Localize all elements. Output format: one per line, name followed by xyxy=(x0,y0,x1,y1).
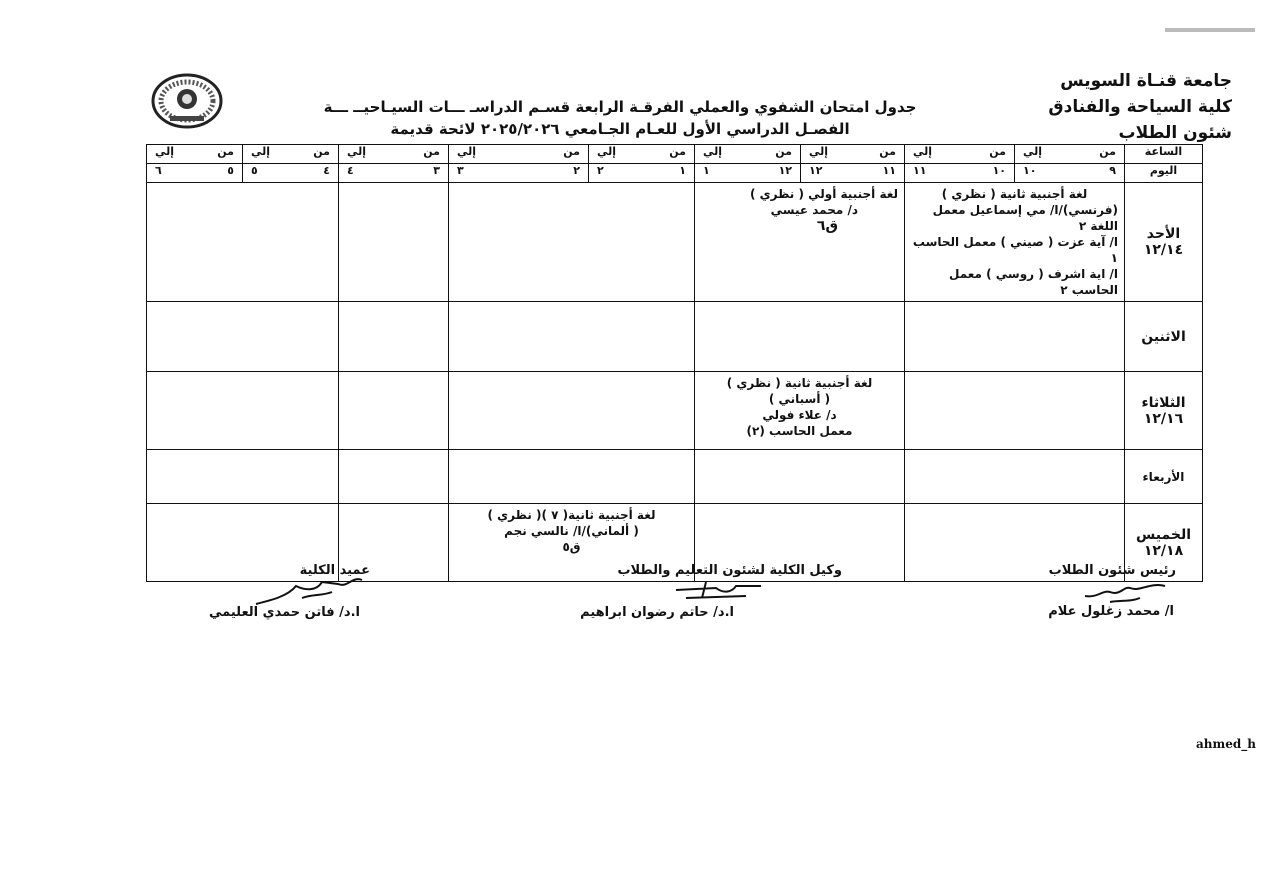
exam-entry: لغة أجنبية ثانية ( نظري ) ( أسباني ) د/ علاء فولي معمل الحاسب (٢) xyxy=(726,376,873,438)
header-row-from-to xyxy=(147,145,1203,164)
slot-hours: ١٠ ١١ xyxy=(905,164,1015,183)
day-cell: الأحد ١٢/١٤ xyxy=(1125,183,1203,302)
exam-cell xyxy=(905,183,1125,302)
slot-header: من إلي xyxy=(339,145,449,164)
title-line-2: الفصـل الدراسي الأول للعـام الجـامعي ٢٠٢٥/٢٠٢٦ لائحة قديمة xyxy=(390,120,850,138)
university-name: جامعة قنـاة السويس xyxy=(1060,71,1232,91)
exam-entry: لغة أجنبية ثانية ( نظري ) (فرنسي)/ا/ مي إسماعيل معمل اللغة ٢ ا/ آية عزت ( صيني ) معمل الحاسب ١ ا/ اية اشرف ( روسي ) معمل الحاسب ٢ xyxy=(912,187,1118,297)
day-row-monday xyxy=(147,302,1203,372)
slot-header: من إلي xyxy=(589,145,695,164)
slot-header: من إلي xyxy=(801,145,905,164)
day-cell: الخميس ١٢/١٨ xyxy=(1125,504,1203,582)
empty-cell xyxy=(449,372,695,450)
empty-cell xyxy=(339,450,449,504)
vice-dean-role: وكيل الكلية لشئون التعليم والطلاب xyxy=(617,563,842,578)
signature-left-icon xyxy=(252,572,372,608)
empty-cell xyxy=(695,450,905,504)
document-title xyxy=(300,96,940,140)
day-row-wednesday xyxy=(147,450,1203,504)
student-affairs-name: ا/ محمد زغلول علام xyxy=(1048,604,1174,619)
slot-header: من إلي xyxy=(695,145,801,164)
dean-role: عميد الكلية xyxy=(299,563,370,578)
empty-cell xyxy=(147,372,339,450)
slot-hours: ١ ٢ xyxy=(589,164,695,183)
empty-cell xyxy=(339,183,449,302)
empty-cell xyxy=(449,450,695,504)
institution-block xyxy=(1048,68,1232,146)
slot-hours: ٣ ٤ xyxy=(339,164,449,183)
empty-cell xyxy=(339,302,449,372)
empty-cell xyxy=(147,450,339,504)
slot-hours: ٥ ٦ xyxy=(147,164,243,183)
day-cell: الأربعاء xyxy=(1125,450,1203,504)
slot-header: من إلي xyxy=(147,145,243,164)
header-row-hours xyxy=(147,164,1203,183)
exam-entry: لغة أجنبية أولي ( نظري ) د/ محمد عيسي ق٦ xyxy=(749,187,898,234)
title-line-1: جدول امتحان الشفوي والعملي الفرقـة الرابعة قسـم الدراسـ ـــات السيـاحيــ ـــة xyxy=(323,98,917,116)
empty-cell xyxy=(905,450,1125,504)
day-row-tuesday xyxy=(147,372,1203,450)
signature-middle-icon xyxy=(666,578,766,602)
exam-entry: لغة أجنبية ثانية( ٧ )( نظري ) ( ألماني)/ا/ نالسي نجم ق٥ xyxy=(487,508,656,554)
corner-hour: الساعة xyxy=(1125,145,1203,164)
vice-dean-name: ا.د/ حاتم رضوان ابراهيم xyxy=(580,605,734,620)
slot-header: من إلي xyxy=(1015,145,1125,164)
empty-cell xyxy=(449,302,695,372)
signature-right-icon xyxy=(1080,578,1170,604)
watermark-text: ahmed_h xyxy=(1196,737,1256,751)
slot-hours: ٢ ٣ xyxy=(449,164,589,183)
empty-cell xyxy=(147,302,339,372)
empty-cell xyxy=(147,183,339,302)
top-mark xyxy=(1165,28,1255,32)
slot-header: من إلي xyxy=(905,145,1015,164)
university-seal-icon xyxy=(150,72,224,130)
empty-cell xyxy=(695,302,905,372)
slot-hours: ١١ ١٢ xyxy=(801,164,905,183)
slot-hours: ٩ ١٠ xyxy=(1015,164,1125,183)
slot-hours: ١٢ ١ xyxy=(695,164,801,183)
slot-header: من إلي xyxy=(243,145,339,164)
schedule-table xyxy=(146,144,1203,582)
empty-cell xyxy=(449,183,695,302)
empty-cell xyxy=(905,302,1125,372)
exam-cell xyxy=(695,183,905,302)
day-cell: الاثنين xyxy=(1125,302,1203,372)
student-affairs-role: رئيس شئون الطلاب xyxy=(1048,563,1176,578)
slot-hours: ٤ ٥ xyxy=(243,164,339,183)
dean-name: ا.د/ فاتن حمدي العليمي xyxy=(208,605,360,620)
slot-header: من إلي xyxy=(449,145,589,164)
day-cell: الثلاثاء ١٢/١٦ xyxy=(1125,372,1203,450)
faculty-name: كلية السياحة والفنادق xyxy=(1048,97,1232,117)
corner-day: اليوم xyxy=(1125,164,1203,183)
exam-cell xyxy=(695,372,905,450)
empty-cell xyxy=(905,372,1125,450)
day-row-sunday xyxy=(147,183,1203,302)
office-name: شئون الطلاب xyxy=(1118,123,1232,143)
empty-cell xyxy=(339,372,449,450)
